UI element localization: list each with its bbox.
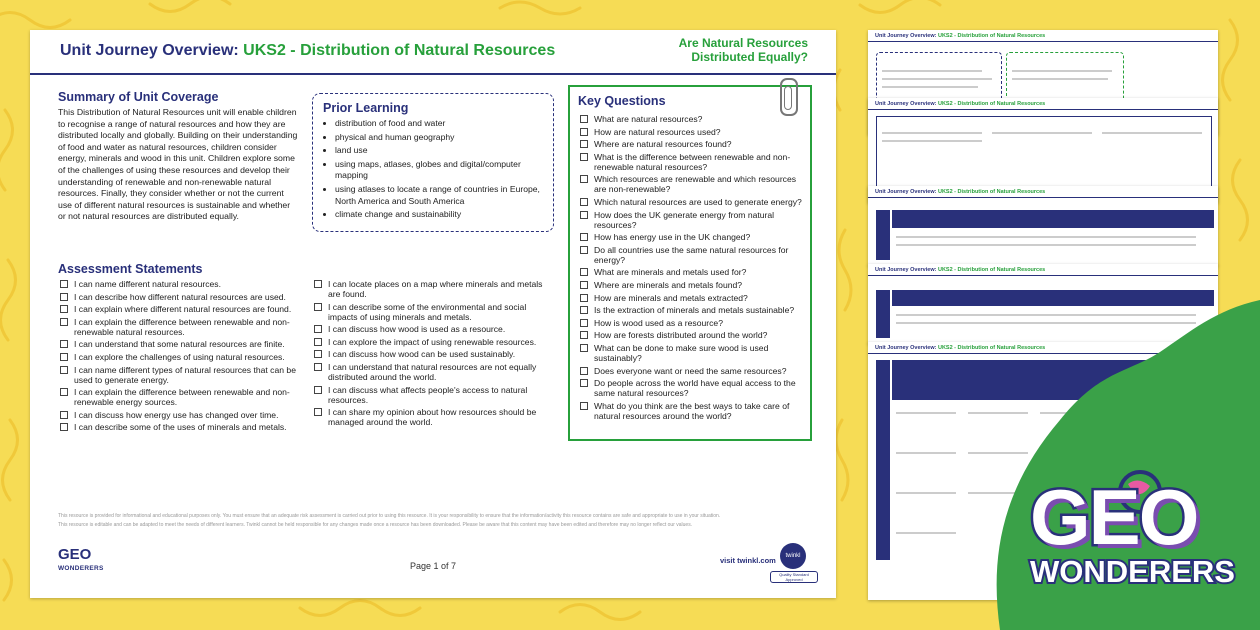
key-question: Which natural resources are used to generate energy? xyxy=(578,197,806,207)
assessment-statement: I can explore the challenges of using natural resources. xyxy=(58,352,296,362)
assessment-statement: I can explain the difference between renewable and non-renewable natural resources. xyxy=(58,317,296,337)
assessment-statement: I can explain where different natural resources are found. xyxy=(58,304,296,314)
page-title: Unit Journey Overview: UKS2 - Distribution of Natural Resources xyxy=(60,42,556,59)
key-question: Is the extraction of minerals and metals sustainable? xyxy=(578,305,806,315)
key-question: What are natural resources? xyxy=(578,114,806,124)
key-question: Do all countries use the same natural resources for energy? xyxy=(578,245,806,265)
thumbnail-title: Unit Journey Overview: UKS2 - Distribution of Natural Resources xyxy=(875,189,1046,195)
disclaimer-line: This resource is editable and can be adapted to meet the needs of different learners. Twinkl cannot be held responsible for any changes made once a resource has been downloaded. Please be aware that this content may have been edited and therefore may no longer reflect our values. xyxy=(58,522,693,528)
twinkl-badge-icon: twinkl xyxy=(780,543,806,569)
assessment-statement: I can describe some of the uses of minerals and metals. xyxy=(58,422,296,432)
prior-item: • climate change and sustainability xyxy=(335,209,551,221)
key-question: How does the UK generate energy from natural resources? xyxy=(578,210,806,230)
assessment-statement: I can locate places on a map where minerals and metals are found. xyxy=(312,279,548,299)
assessment-statement: I can name different types of natural resources that can be used to generate energy. xyxy=(58,365,296,385)
key-question: Does everyone want or need the same resources? xyxy=(578,366,806,376)
brand-logo-bottom: WONDERERS xyxy=(1030,554,1235,589)
key-questions-heading: Key Questions xyxy=(578,94,666,108)
prior-learning-heading: Prior Learning xyxy=(323,101,409,115)
brand-logo-top: GEO xyxy=(1030,473,1198,561)
unit-question-line2: Distributed Equally? xyxy=(691,50,808,64)
assessment-statement: I can explore the impact of using renewable resources. xyxy=(312,337,548,347)
prior-item: • land use xyxy=(335,145,551,157)
key-question: How are minerals and metals extracted? xyxy=(578,293,806,303)
prior-item: • distribution of food and water xyxy=(335,118,551,130)
summary-heading: Summary of Unit Coverage xyxy=(58,90,219,104)
visit-link[interactable]: visit twinkl.com xyxy=(720,556,776,565)
key-question: Do people across the world have equal access to the same natural resources? xyxy=(578,378,806,398)
key-question: What can be done to make sure wood is used sustainably? xyxy=(578,343,806,363)
assessment-statement: I can describe some of the environmental and social impacts of using minerals and metals. xyxy=(312,302,548,322)
assessment-statement: I can discuss what affects people's access to natural resources. xyxy=(312,385,548,405)
key-question: How are natural resources used? xyxy=(578,127,806,137)
prior-item: • physical and human geography xyxy=(335,132,551,144)
assessment-statement: I can discuss how wood can be used sustainably. xyxy=(312,349,548,359)
assessment-statement: I can share my opinion about how resources should be managed around the world. xyxy=(312,407,548,427)
thumbnail-title: Unit Journey Overview: UKS2 - Distribution of Natural Resources xyxy=(875,267,1046,273)
prior-item: • using atlases to locate a range of countries in Europe, North America and South America xyxy=(335,184,551,207)
thumbnail-title: Unit Journey Overview: UKS2 - Distribution of Natural Resources xyxy=(875,345,1046,351)
brand-logo xyxy=(1030,473,1235,589)
thumbnail-title: Unit Journey Overview: UKS2 - Distribution of Natural Resources xyxy=(875,101,1046,107)
assessment-statement: I can understand that natural resources are not equally distributed around the world. xyxy=(312,362,548,382)
key-question: What is the difference between renewable and non-renewable natural resources? xyxy=(578,152,806,172)
key-question: How has energy use in the UK changed? xyxy=(578,232,806,242)
quality-badge: Quality Standard Approved xyxy=(770,571,818,583)
footer-logo-bottom: WONDERERS xyxy=(58,565,104,572)
assessment-statement: I can discuss how wood is used as a resource. xyxy=(312,324,548,334)
summary-text: This Distribution of Natural Resources unit will enable children to recognise a range of natural resources and how they are distributed locally and globally. Building on their understanding of food and water as natural resources, children consider energy, minerals and wood in this unit. Children explore some of the challenges of using these resources and develop their understanding of renewable and non-renewable natural resources. Finally, they consider whether or not the current use of different natural resources is sustainable and whether or not natural resources are distributed equally. xyxy=(58,107,298,222)
assessment-statement: I can explain the difference between renewable and non-renewable energy sources. xyxy=(58,387,296,407)
key-question: Where are natural resources found? xyxy=(578,139,806,149)
disclaimer-line: This resource is provided for informational and educational purposes only. You must ensure that an adequate risk assessment is carried out prior to using this resource. It is your responsibility to ensure that the information/activity this resource contains are safe and appropriate to use in your situation. xyxy=(58,513,721,519)
unit-name: UKS2 - Distribution of Natural Resources xyxy=(243,42,556,59)
key-question: What are minerals and metals used for? xyxy=(578,267,806,277)
footer-logo-top: GEO xyxy=(58,546,92,563)
assessment-heading: Assessment Statements xyxy=(58,262,203,276)
thumbnail-title: Unit Journey Overview: UKS2 - Distribution of Natural Resources xyxy=(875,33,1046,39)
key-question: Where are minerals and metals found? xyxy=(578,280,806,290)
unit-question-line1: Are Natural Resources xyxy=(678,36,808,50)
key-question: How are forests distributed around the world? xyxy=(578,330,806,340)
page-number: Page 1 of 7 xyxy=(410,561,457,571)
assessment-statement: I can name different natural resources. xyxy=(58,279,296,289)
key-question: Which resources are renewable and which resources are non-renewable? xyxy=(578,174,806,194)
prior-item: • using maps, atlases, globes and digital/computer mapping xyxy=(335,159,551,182)
assessment-statement: I can understand that some natural resources are finite. xyxy=(58,339,296,349)
assessment-statement: I can discuss how energy use has changed over time. xyxy=(58,410,296,420)
key-question: How is wood used as a resource? xyxy=(578,318,806,328)
assessment-statement: I can describe how different natural resources are used. xyxy=(58,292,296,302)
key-question: What do you think are the best ways to take care of natural resources around the world? xyxy=(578,401,806,421)
